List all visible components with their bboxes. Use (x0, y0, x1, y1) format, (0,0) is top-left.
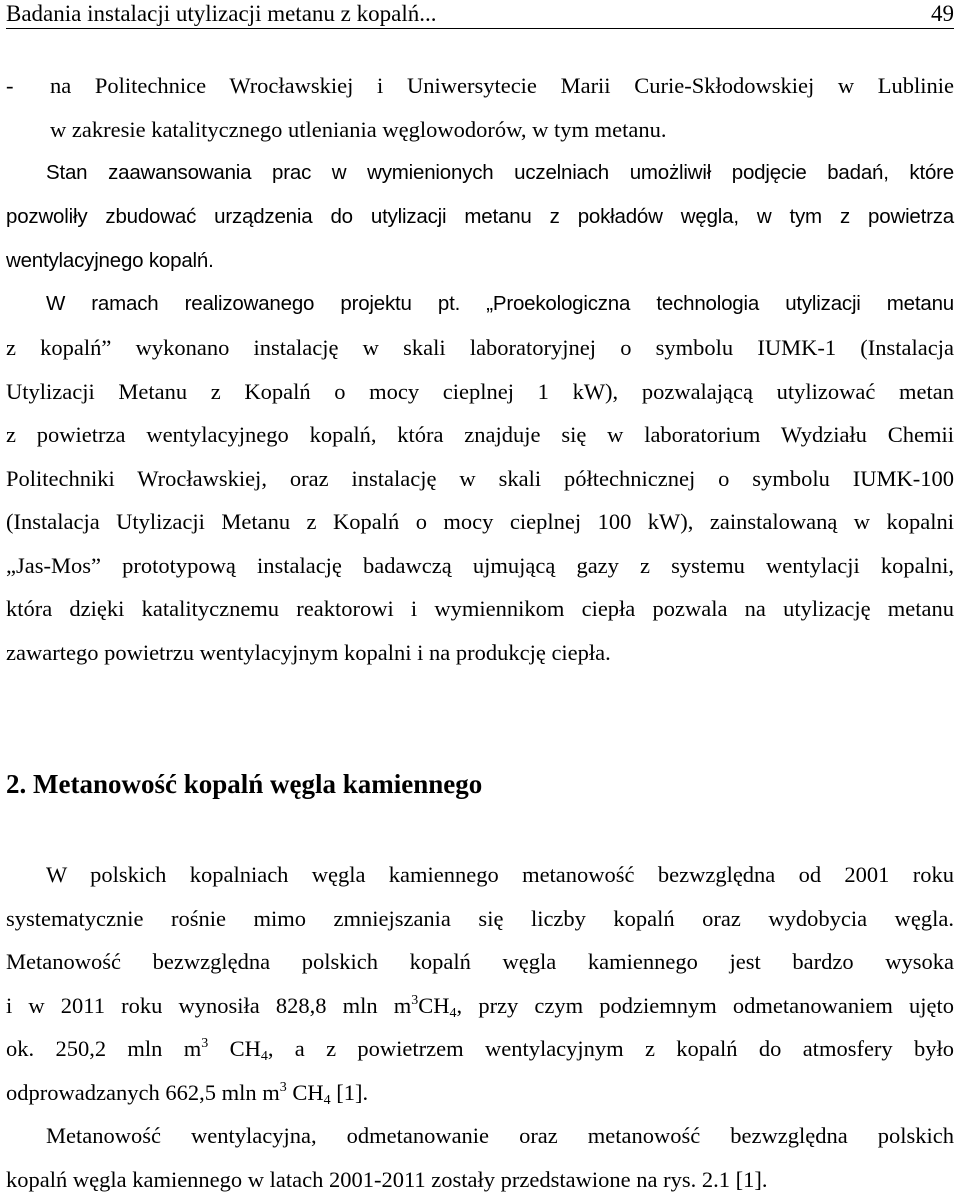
paragraph-line: która dzięki katalitycznemu reaktorowi i wymiennikom ciepła pozwala na utylizację metanu (6, 596, 954, 621)
bullet-dash: - (6, 73, 14, 98)
bullet-line: w zakresie katalitycznego utleniania węglowodorów, w tym metanu. (50, 117, 667, 142)
paragraph-line: kopalń węgla kamiennego w latach 2001-2011 zostały przedstawione na rys. 2.1 [1]. (6, 1167, 768, 1192)
section-heading: 2. Metanowość kopalń węgla kamiennego (6, 769, 483, 799)
paragraph-line: pozwoliły zbudować urządzenia do utylizacji metanu z pokładów węgla, w tym z powietrza (6, 205, 954, 228)
paragraph-line: systematycznie rośnie mimo zmniejszania się liczby kopalń oraz wydobycia węgla. (6, 906, 954, 931)
paragraph-line: wentylacyjnego kopalń. (6, 249, 214, 272)
paragraph-line: odprowadzanych 662,5 mln $m^3$ $CH_4$ [1]. (6, 1080, 369, 1108)
paragraph-line: Politechniki Wrocławskiej, oraz instalację w skali półtechnicznej o symbolu IUMK-100 (6, 466, 954, 491)
paragraph-line: i w 2011 roku wynosiła 828,8 mln $m^3CH_4$, przy czym podziemnym odmetanowaniem ujęto (6, 993, 955, 1021)
paragraph-line: Stan zaawansowania prac w wymienionych uczelniach umożliwił podjęcie badań, które (46, 161, 954, 184)
paragraph-line: Metanowość bezwzględna polskich kopalń węgla kamiennego jest bardzo wysoka (6, 949, 954, 974)
paragraph-line: Metanowość wentylacyjna, odmetanowanie oraz metanowość bezwzględna polskich (46, 1123, 954, 1148)
paragraph-line: Utylizacji Metanu z Kopalń o mocy cieplnej 1 kW), pozwalającą utylizować metan (6, 379, 954, 404)
paragraph-line: zawartego powietrzu wentylacyjnym kopalni i na produkcję ciepła. (6, 640, 611, 665)
running-header (6, 0, 954, 29)
paragraph-line: z powietrza wentylacyjnego kopalń, która znajduje się w laboratorium Wydziału Chemii (6, 422, 954, 447)
page-number: 49 (931, 1, 954, 26)
running-title: Badania instalacji utylizacji metanu z kopalń... (6, 1, 437, 26)
paragraph-line: z kopalń” wykonano instalację w skali laboratoryjnej o symbolu IUMK-1 (Instalacja (6, 335, 954, 360)
paragraph-line: W ramach realizowanego projektu pt. „Proekologiczna technologia utylizacji metanu (46, 292, 954, 315)
paragraph-line: „Jas-Mos” prototypową instalację badawczą ujmującą gazy z systemu wentylacji kopalni, (6, 553, 954, 578)
paragraph-line: W polskich kopalniach węgla kamiennego metanowość bezwzględna od 2001 roku (46, 862, 954, 887)
paragraph-line: ok. 250,2 mln $m^3$ $CH_4$, a z powietrzem wentylacyjnym z kopalń do atmosfery było (6, 1036, 954, 1064)
paragraph-line: (Instalacja Utylizacji Metanu z Kopalń o mocy cieplnej 100 kW), zainstalowaną w kopalni (6, 509, 954, 534)
bullet-line: na Politechnice Wrocławskiej i Uniwersytecie Marii Curie-Skłodowskiej w Lublinie (50, 73, 954, 98)
